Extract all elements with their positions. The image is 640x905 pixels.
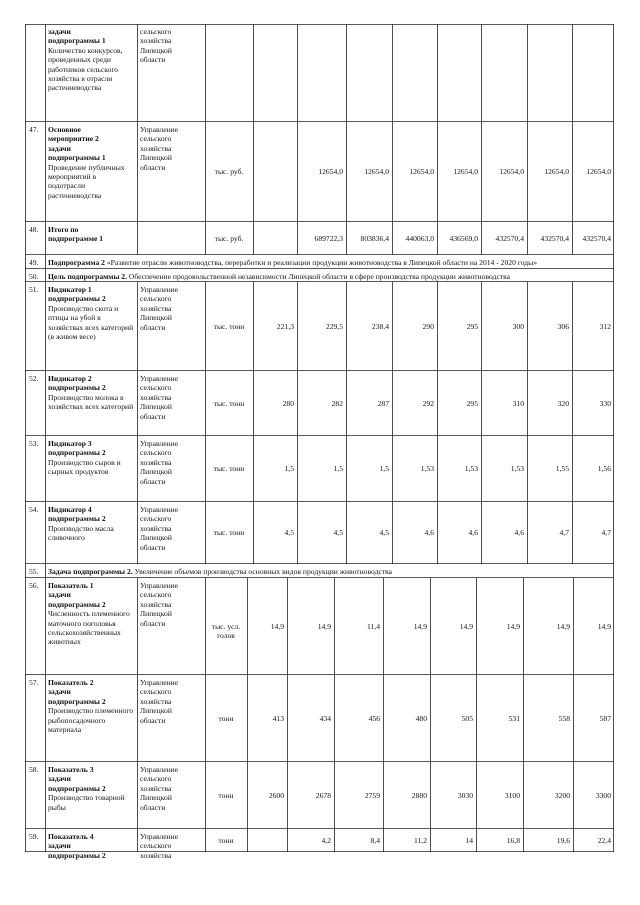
row-number <box>29 374 44 383</box>
value-cell <box>528 464 569 473</box>
row-number-text: 47. <box>29 125 39 134</box>
row-number <box>29 581 44 590</box>
unit-text: тыс. тонн <box>213 398 245 408</box>
value: 287 <box>377 398 389 408</box>
unit-text: тыс. руб. <box>214 233 244 243</box>
value-cell <box>298 528 343 537</box>
value: 292 <box>422 398 434 408</box>
value: 531 <box>508 713 520 723</box>
indicator-title: Индикатор 1 подпрограммы 2 <box>48 285 106 304</box>
indicator-description: Проведение публичных мероприятий в подотрасли растениеводства <box>48 162 127 200</box>
value-cell <box>254 528 294 537</box>
value: 1,53 <box>510 464 524 473</box>
value: 12654,0 <box>318 167 343 176</box>
value-cell <box>524 836 570 845</box>
value-cell <box>248 791 284 800</box>
section-heading-text: Увеличение объемов производства основных видов продукции животноводства <box>132 567 392 576</box>
value: 432570,4 <box>540 233 569 243</box>
indicator-description: Производство масла сливочного <box>48 523 116 543</box>
section-heading-bold: Подпрограмма 2 <box>48 258 105 267</box>
indicator-description: Производство товарной рыбы <box>48 793 127 812</box>
unit-text: тыс. тонн <box>213 464 245 473</box>
value: 587 <box>599 713 611 723</box>
indicator-title: Показатель 2 задачи подпрограммы 2 <box>48 678 106 706</box>
row-number <box>29 125 44 134</box>
unit-text: тонн <box>218 790 234 800</box>
value-cell <box>431 714 473 723</box>
indicator-description: Производство скота и птицы на убой в хозяйствах всех категорий (в живом весе) <box>48 303 136 342</box>
value: 19,6 <box>556 835 570 845</box>
value: 2759 <box>364 790 380 800</box>
value: 14,9 <box>556 621 570 631</box>
value-cell <box>482 464 524 473</box>
value-cell <box>288 791 331 800</box>
value-cell <box>335 836 380 845</box>
value-cell <box>288 714 331 723</box>
unit-text: тонн <box>218 713 234 723</box>
value: 432570,4 <box>495 233 524 243</box>
indicator-name <box>48 285 134 341</box>
executor-text: сельского хозяйства Липецкой области <box>140 27 172 65</box>
executor <box>140 439 202 486</box>
value: 3300 <box>595 790 611 800</box>
row-number-text: 59. <box>29 832 39 841</box>
value-cell <box>335 714 380 723</box>
value-cell <box>384 791 427 800</box>
indicator-title: Показатель 1 задачи подпрограммы 2 <box>48 581 106 609</box>
value: 4,5 <box>379 528 389 537</box>
value-cell <box>573 464 611 473</box>
row-number <box>29 258 44 267</box>
row-number <box>29 765 44 774</box>
value-cell <box>524 714 570 723</box>
value-cell <box>347 399 389 408</box>
unit-text: тыс. усл. голов <box>211 621 241 640</box>
executor <box>140 27 202 65</box>
value: 1,5 <box>379 464 389 473</box>
indicator-title: Индикатор 2 подпрограммы 2 <box>48 374 106 393</box>
value: 436569,0 <box>449 233 478 243</box>
value-cell <box>431 791 473 800</box>
value: 14,9 <box>413 621 427 631</box>
indicator-description: Производство племенного рыбопосадочного материала <box>48 706 135 735</box>
section-heading-bold: Задача подпрограммы 2. <box>48 567 133 576</box>
value: 312 <box>599 321 611 331</box>
value: 4,6 <box>468 528 478 537</box>
row-number <box>29 505 44 514</box>
value-cell <box>574 791 611 800</box>
indicator-name <box>48 374 134 412</box>
value: 12654,0 <box>544 167 569 176</box>
executor-text: Управление сельского хозяйства Липецкой области <box>140 439 179 486</box>
value-cell <box>574 622 611 631</box>
unit <box>206 791 246 800</box>
value: 434 <box>319 713 331 723</box>
value-cell <box>384 714 427 723</box>
executor-text: Управление сельского хозяйства Липецкой области <box>140 581 179 628</box>
unit-text: тыс. тонн <box>213 321 245 331</box>
value: 280 <box>282 398 294 408</box>
indicator-title: Итого по подпрограмме 1 <box>48 225 104 244</box>
value-cell <box>347 464 389 473</box>
value: 440063,0 <box>405 233 434 243</box>
row-number-text: 49. <box>29 258 39 267</box>
executor <box>140 678 202 725</box>
value: 3030 <box>457 790 473 800</box>
value: 14,9 <box>317 621 331 631</box>
value-cell <box>528 322 569 331</box>
value: 1,53 <box>420 464 434 473</box>
indicator-name <box>48 765 134 812</box>
value: 432570,4 <box>582 233 611 243</box>
value: 689722,3 <box>314 233 343 243</box>
value-cell <box>574 836 611 845</box>
value: 8,4 <box>370 835 380 845</box>
value: 558 <box>558 713 570 723</box>
unit <box>206 836 246 845</box>
value-cell <box>431 622 473 631</box>
row-number-text: 53. <box>29 439 39 448</box>
value: 4,7 <box>601 528 611 537</box>
value: 14,9 <box>506 621 520 631</box>
value: 12654,0 <box>409 167 434 176</box>
value-cell <box>298 167 343 176</box>
value: 456 <box>368 713 380 723</box>
executor <box>140 581 202 628</box>
indicator-description: Численность племенного маточного поголовья сельскохозяйственных животных <box>48 609 132 647</box>
value-cell <box>298 399 343 408</box>
value: 2880 <box>411 790 427 800</box>
value-cell <box>482 167 524 176</box>
value-cell <box>524 622 570 631</box>
value-cell <box>393 399 434 408</box>
value: 2678 <box>315 790 331 800</box>
row-number <box>29 225 44 234</box>
value-cell <box>254 464 294 473</box>
row-number-text: 58. <box>29 765 39 774</box>
value-cell <box>347 322 389 331</box>
value-cell <box>573 167 611 176</box>
value: 2600 <box>268 790 284 800</box>
value-cell <box>482 399 524 408</box>
row-number <box>29 285 44 294</box>
section-heading <box>48 258 611 267</box>
row-number <box>29 832 44 841</box>
unit <box>206 399 252 408</box>
indicator-name <box>48 125 134 200</box>
unit <box>206 622 246 641</box>
value: 12654,0 <box>364 167 389 176</box>
row-number <box>29 272 44 281</box>
row-number-text: 51. <box>29 285 39 294</box>
value-cell <box>298 464 343 473</box>
indicator-name <box>48 581 134 647</box>
indicator-name <box>48 505 134 543</box>
indicator-name <box>48 832 134 860</box>
value: 221,3 <box>276 321 294 331</box>
value-cell <box>393 528 434 537</box>
executor-text: Управление сельского хозяйства Липецкой области <box>140 765 179 812</box>
executor <box>140 285 202 332</box>
value-cell <box>438 322 478 331</box>
row-number-text: 50. <box>29 272 39 281</box>
value-cell <box>347 528 389 537</box>
value: 14 <box>465 835 473 845</box>
value-cell <box>384 622 427 631</box>
value: 12654,0 <box>453 167 478 176</box>
row-number-text: 52. <box>29 374 39 383</box>
value: 4,6 <box>424 528 434 537</box>
unit-text: тыс. руб. <box>214 167 244 176</box>
indicator-name <box>48 678 134 734</box>
value: 12654,0 <box>499 167 524 176</box>
value-cell <box>573 528 611 537</box>
value: 282 <box>331 398 343 408</box>
value-cell <box>524 791 570 800</box>
value: 803836,4 <box>360 233 389 243</box>
value: 330 <box>599 398 611 408</box>
indicator-description: Производство молока в хозяйствах всех категорий <box>48 392 134 412</box>
value-cell <box>482 528 524 537</box>
value: 4,2 <box>321 835 331 845</box>
row-number-text: 48. <box>29 225 39 234</box>
executor-text: Управление сельского хозяйства Липецкой области <box>140 678 179 725</box>
value-cell <box>288 622 331 631</box>
value-cell <box>254 322 294 331</box>
section-heading-text: «Развитие отрасли животноводства, переработки и реализации продукции животноводства в Липецкой области на 2014 - 2020 годы» <box>104 258 538 267</box>
value-cell <box>438 528 478 537</box>
unit <box>206 234 252 243</box>
value-cell <box>393 464 434 473</box>
value: 3200 <box>554 790 570 800</box>
value-cell <box>298 322 343 331</box>
value: 1,55 <box>555 464 569 473</box>
indicator-title: Показатель 4 задачи подпрограммы 2 <box>48 832 106 860</box>
value-cell <box>298 234 343 243</box>
value-cell <box>335 791 380 800</box>
value: 290 <box>422 321 434 331</box>
value: 4,6 <box>514 528 524 537</box>
value: 505 <box>461 713 473 723</box>
unit <box>206 464 252 473</box>
executor <box>140 505 202 552</box>
unit <box>206 167 252 176</box>
value: 14,9 <box>597 621 611 631</box>
value-cell <box>431 836 473 845</box>
executor-text: Управление сельского хозяйства Липецкой области <box>140 285 179 332</box>
value-cell <box>393 167 434 176</box>
value-cell <box>384 836 427 845</box>
executor-text: Управление сельского хозяйства Липецкой области <box>140 374 179 421</box>
unit <box>206 714 246 723</box>
value: 1,5 <box>284 464 294 473</box>
value-cell <box>347 234 389 243</box>
unit-text: тонн <box>218 835 234 845</box>
value: 11,2 <box>413 835 427 845</box>
row-number-text: 57. <box>29 678 39 687</box>
row-number-text: 56. <box>29 581 39 590</box>
value-cell <box>477 714 520 723</box>
value-cell <box>438 464 478 473</box>
value: 1,56 <box>597 464 611 473</box>
indicator-description: Производство сыров и сырных продуктов <box>48 457 123 477</box>
indicator-name <box>48 27 134 93</box>
executor <box>140 125 202 172</box>
value-cell <box>254 399 294 408</box>
row-number <box>29 567 44 576</box>
value-cell <box>248 622 284 631</box>
value-cell <box>477 836 520 845</box>
value: 310 <box>512 398 524 408</box>
value: 4,7 <box>559 528 569 537</box>
unit <box>206 322 252 331</box>
value: 1,53 <box>464 464 478 473</box>
value: 4,5 <box>284 528 294 537</box>
unit-text: тыс. тонн <box>213 528 245 537</box>
value-cell <box>438 399 478 408</box>
row-number <box>29 439 44 448</box>
section-heading-text: Обеспечение продовольственной независимости Липецкой области в сфере производства продукции животноводства <box>126 272 511 281</box>
value: 295 <box>466 398 478 408</box>
value-cell <box>482 322 524 331</box>
value-cell <box>574 714 611 723</box>
value: 4,5 <box>333 528 343 537</box>
value-cell <box>573 322 611 331</box>
value-cell <box>528 528 569 537</box>
value: 3100 <box>504 790 520 800</box>
executor <box>140 374 202 421</box>
value: 300 <box>512 321 524 331</box>
value-cell <box>438 167 478 176</box>
value-cell <box>288 836 331 845</box>
value-cell <box>528 167 569 176</box>
value: 16,8 <box>506 835 520 845</box>
indicator-name <box>48 439 134 477</box>
indicator-title: Индикатор 4 подпрограммы 2 <box>48 505 106 524</box>
value-cell <box>528 399 569 408</box>
section-heading <box>48 567 611 576</box>
value: 306 <box>557 321 569 331</box>
indicator-title: задачи подпрограммы 1 <box>48 27 106 46</box>
unit <box>206 528 252 537</box>
value-cell <box>335 622 380 631</box>
section-heading <box>48 272 611 281</box>
executor <box>140 832 202 860</box>
value: 22,4 <box>597 835 611 845</box>
value-cell <box>477 622 520 631</box>
value-cell <box>393 234 434 243</box>
budget-indicator-table <box>25 24 614 860</box>
value-cell <box>477 791 520 800</box>
value-cell <box>248 714 284 723</box>
value: 320 <box>557 398 569 408</box>
value-cell <box>438 234 478 243</box>
executor-text: Управление сельского хозяйства <box>140 832 179 860</box>
executor-text: Управление сельского хозяйства Липецкой области <box>140 505 179 552</box>
executor-text: Управление сельского хозяйства Липецкой области <box>140 125 179 172</box>
indicator-name <box>48 225 134 244</box>
value: 1,5 <box>333 464 343 473</box>
value: 11,4 <box>366 621 380 631</box>
value-cell <box>573 234 611 243</box>
value: 295 <box>466 321 478 331</box>
indicator-title: Основное мероприятие 2 задачи подпрограммы 1 <box>48 125 106 163</box>
indicator-title: Индикатор 3 подпрограммы 2 <box>48 439 106 458</box>
value: 12654,0 <box>586 167 611 176</box>
value: 14,9 <box>459 621 473 631</box>
value-cell <box>347 167 389 176</box>
indicator-description: Количество конкурсов, проведенных среди работников сельского хозяйства в отрасли растениеводства <box>48 45 125 93</box>
value: 480 <box>415 713 427 723</box>
executor <box>140 765 202 812</box>
row-number-text: 55. <box>29 567 39 576</box>
indicator-title: Показатель 3 задачи подпрограммы 2 <box>48 765 106 793</box>
value: 413 <box>272 713 284 723</box>
value-cell <box>573 399 611 408</box>
value: 229,5 <box>325 321 343 331</box>
row-number <box>29 678 44 687</box>
value: 238,4 <box>371 321 389 331</box>
row-number-text: 54. <box>29 505 39 514</box>
value-cell <box>393 322 434 331</box>
value-cell <box>482 234 524 243</box>
value: 14,9 <box>270 621 284 631</box>
value-cell <box>528 234 569 243</box>
section-heading-bold: Цель подпрограммы 2. <box>48 272 127 281</box>
